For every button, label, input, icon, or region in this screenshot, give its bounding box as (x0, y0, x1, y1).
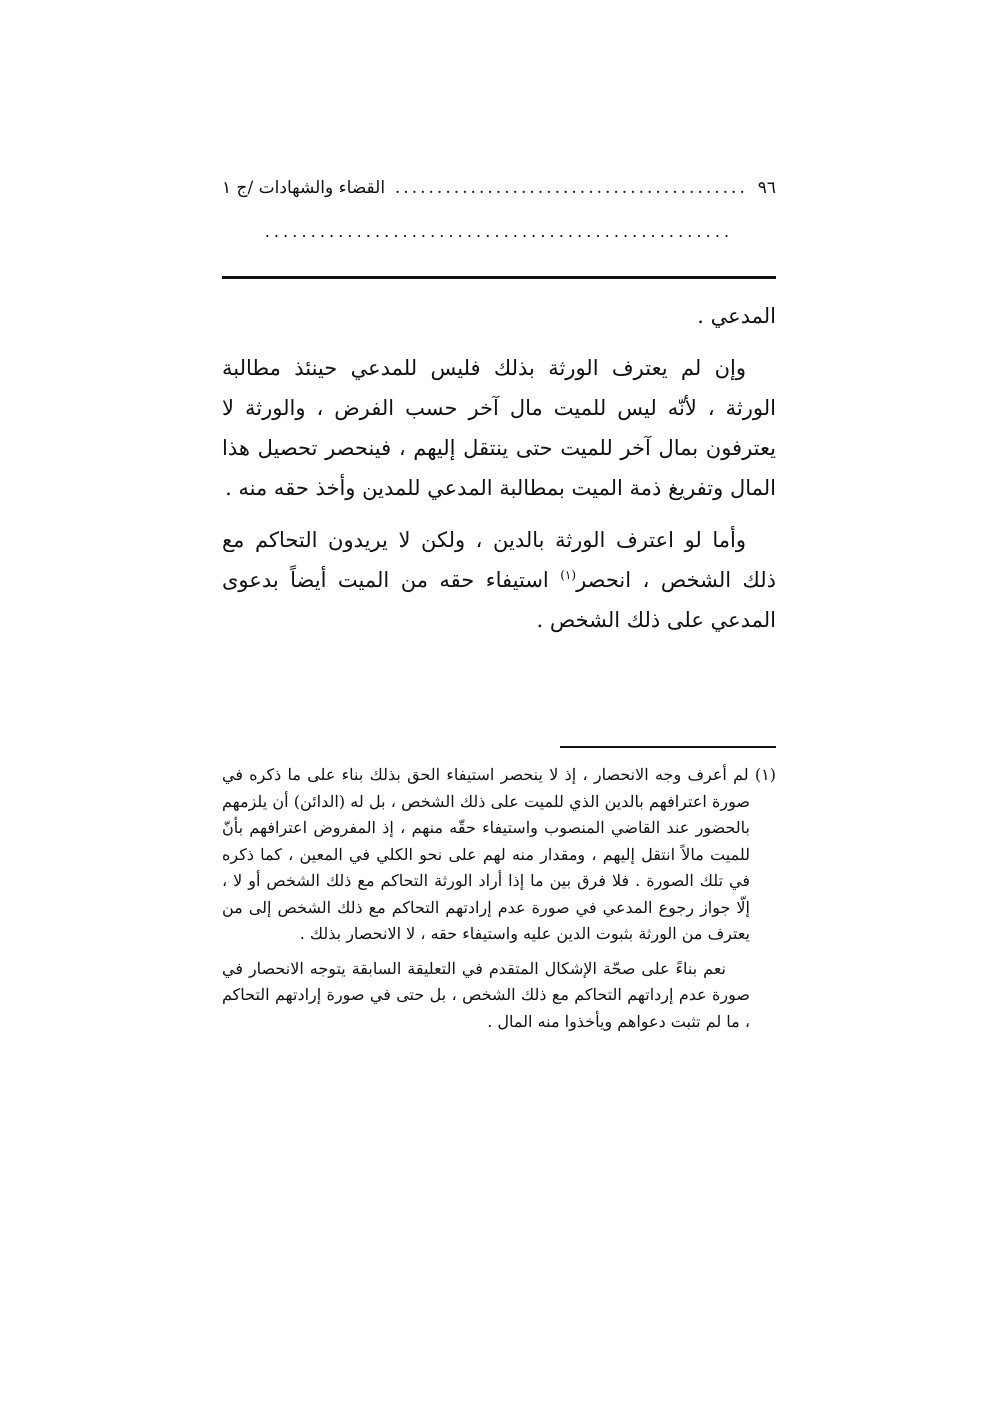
running-header (222, 175, 776, 201)
header-rule (222, 276, 776, 279)
paragraph-continuation: المدعي . (697, 304, 776, 328)
page-number: ٩٦ (757, 178, 776, 198)
book-title: القضاء والشهادات /ج ١ (222, 178, 386, 198)
footnote-1-continuation: نعم بناءً على صحّة الإشكال المتقدم في التعليقة السابقة يتوجه الانحصار في صورة عدم إرداتهم التحاكم مع ذلك الشخص ، بل حتى في صورة إرادتهم التحاكم ، ما لم تثبت دعواهم ويأخذوا منه المال . (222, 958, 750, 1031)
footnote-reference: (١) (560, 568, 577, 582)
paragraph: وإن لم يعترف الورثة بذلك فليس للمدعي حينئذ مطالبة الورثة ، لأنّه ليس للميت مال آخر حسب الفرض ، والورثة لا يعترفون بمال آخر للميت حتى ينتقل إليهم ، فينحصر تحصيل هذا المال وتفريغ ذمة الميت بمطالبة المدعي للمدين وأخذ حقه منه . (222, 356, 776, 500)
paragraph (222, 520, 776, 640)
paragraph-text: استيفاء حقه من الميت أيضاً بدعوى المدعي على ذلك الشخص . (222, 568, 776, 632)
book-page (222, 0, 776, 1403)
paragraph-text: وأما لو اعترف الورثة بالدين ، ولكن لا يريدون التحاكم مع ذلك الشخص ، انحصر (222, 528, 776, 592)
main-text (222, 296, 776, 640)
footnote-1: (١) لم أعرف وجه الانحصار ، إذ لا ينحصر استيفاء الحق بذلك بناء على ما ذكره في صورة اعترافهم بالدين الذي للميت على ذلك الشخص ، بل له (الدائن) أن يلزمهم بالحضور عند القاضي المنصوب واستيفاء حقّه منهم ، إذ المفروض اعترافهم بأنّ للميت مالاً انتقل إليهم ، ومقدار منه لهم على نحو الكلي في المعين ، كما ذكره في تلك الصورة . فلا فرق بين ما إذا أراد الورثة التحاكم مع ذلك الشخص أو لا ، إلّا جواز رجوع المدعي في صورة عدم إرادتهم التحاكم مع ذلك الشخص إلى من يعترف من الورثة بثبوت الدين عليه واستيفاء حقه ، لا الانحصار بذلك . (222, 765, 776, 943)
footnote-rule (560, 746, 776, 748)
header-leader-dots: .......................................... (394, 178, 748, 198)
footnotes (222, 762, 776, 1035)
dotted-separator: ................................................... (264, 222, 734, 241)
